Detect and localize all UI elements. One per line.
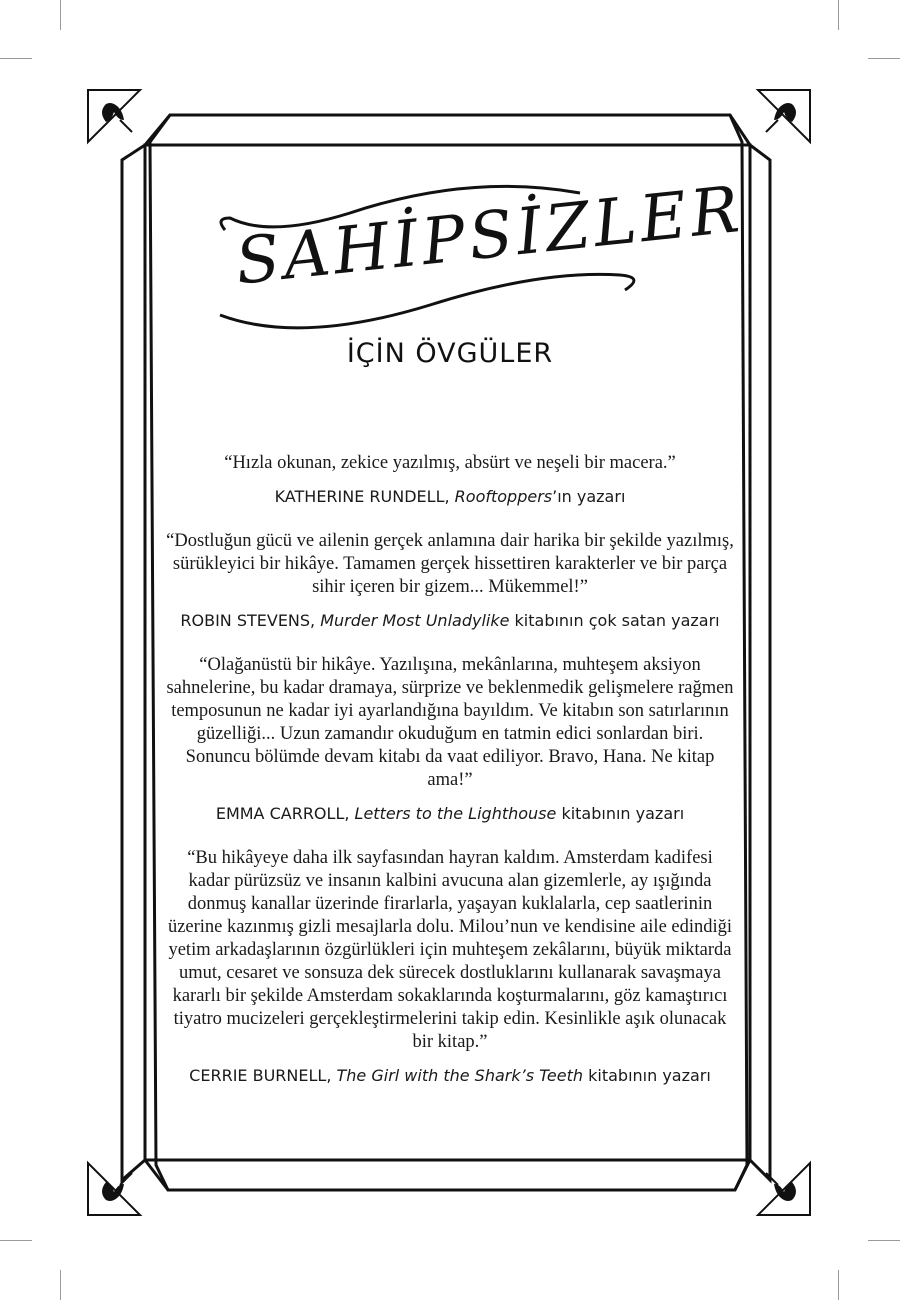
blurb-author: EMMA CARROLL,	[215, 804, 350, 823]
blurb-book: Letters to the Lighthouse	[354, 804, 557, 823]
blurb-attribution	[165, 611, 735, 630]
blurb-quote: “Dostluğun gücü ve ailenin gerçek anlamına dair harika bir şekilde yazılmış, sürükleyici bir hikâye. Tamamen gerçek hissettiren karakterler ve bir parça sihir içeren bir gizem... Mükemmel!”	[166, 531, 734, 597]
blurb-suffix: kitabının çok satan yazarı	[509, 611, 720, 630]
blurb-attribution	[165, 487, 735, 506]
blurb-book: Rooftoppers	[454, 487, 553, 506]
tulip-ornament-icon	[758, 1163, 810, 1215]
blurb-author: CERRIE BURNELL,	[189, 1066, 332, 1085]
blurb	[165, 530, 735, 630]
title-banner	[200, 172, 747, 345]
blurb-suffix: kitabının yazarı	[556, 804, 685, 823]
blurb	[165, 654, 735, 823]
blurb-attribution	[165, 1066, 735, 1085]
blurb	[165, 452, 735, 506]
blurb-book: The Girl with the Shark’s Teeth	[336, 1066, 584, 1085]
blurb	[165, 847, 735, 1085]
blurb-attribution	[165, 804, 735, 823]
blurb-quote: “Olağanüstü bir hikâye. Yazılışına, mekânlarına, muhteşem aksiyon sahnelerine, bu kadar dramaya, sürprize ve beklenmedik gelişmelere rağmen temposunun ne kadar iyi ayarlandığına bayıldım. Ve kitabın son satırlarının güzelliği... Uzun zamandır okuduğum en tatmin edici sonlardan biri. Sonuncu bölümde devam kitabı da vaat ediliyor. Bravo, Hana. Ne kitap ama!”	[166, 655, 734, 790]
frame-left-side	[122, 145, 145, 1180]
blurb-book: Murder Most Unladylike	[320, 611, 510, 630]
blurb-author: ROBIN STEVENS,	[180, 611, 316, 630]
tulip-ornament-icon	[88, 90, 140, 142]
frame-right-side	[750, 145, 770, 1180]
tulip-ornament-icon	[758, 90, 810, 142]
book-title: SAHİPSİZLER	[232, 172, 747, 300]
blurbs-section	[165, 452, 735, 1109]
blurb-quote: “Bu hikâyeye daha ilk sayfasından hayran kaldım. Amsterdam kadifesi kadar pürüzsüz ve insanın kalbini avucuna alan gizemlerle, ay ışığında donmuş kanallar üzerinde firarlarla, yaşayan kuklalarla, cep saatlerinin üzerine kazınmış gizli mesajlarla dolu. Milou’nun ve kendisine aile edindiği yetim arkadaşlarının özgürlükleri için muhteşem zekâlarını, büyük miktarda umut, cesaret ve sonsuza dek sürecek dostluklarını kullanarak savaşmaya kararlı bir şekilde Amsterdam sokaklarında koşturmalarını, göz kamaştırıcı tiyatro mucizeleri gerçekleştirmelerini takip edin. Kesinlikle aşık olunacak bir kitap.”	[167, 848, 733, 1052]
blurb-quote: “Hızla okunan, zekice yazılmış, absürt ve neşeli bir macera.”	[224, 453, 676, 473]
blurb-suffix: ’ın yazarı	[552, 487, 626, 506]
page-subtitle: İÇİN ÖVGÜLER	[346, 338, 554, 369]
blurb-author: KATHERINE RUNDELL,	[274, 487, 450, 506]
blurb-suffix: kitabının yazarı	[583, 1066, 711, 1085]
